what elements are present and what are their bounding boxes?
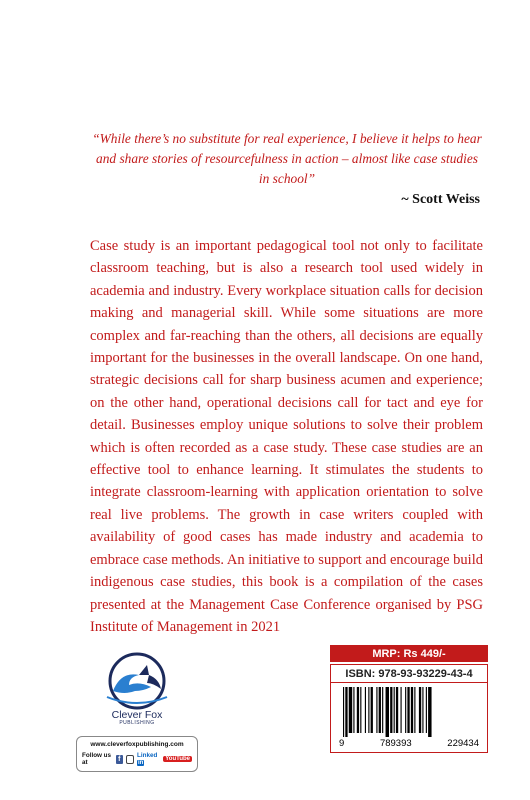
epigraph-quote: “While there’s no substitute for real experience, I believe it helps to hear and share stories of resourcefulness in action – almost like case studies in school” bbox=[92, 131, 482, 186]
price-isbn-block bbox=[330, 645, 488, 753]
barcode-digits bbox=[337, 738, 481, 749]
youtube-icon: YouTube bbox=[165, 756, 190, 762]
instagram-icon bbox=[126, 755, 134, 764]
publisher-subname: PUBLISHING bbox=[119, 720, 155, 726]
mrp-price: MRP: Rs 449/- bbox=[330, 645, 488, 662]
linkedin-icon bbox=[137, 752, 160, 766]
isbn-box bbox=[330, 664, 488, 753]
facebook-icon: f bbox=[116, 755, 124, 764]
social-row bbox=[82, 752, 192, 766]
epigraph-author: ~ Scott Weiss bbox=[401, 192, 480, 207]
linkedin-in-label: in bbox=[138, 760, 144, 766]
publisher-website: www.cleverfoxpublishing.com bbox=[90, 741, 184, 748]
follow-label: Follow us at bbox=[82, 752, 112, 766]
barcode-digit-left: 789393 bbox=[379, 738, 412, 749]
barcode-icon bbox=[337, 687, 481, 737]
publisher-block bbox=[76, 651, 198, 772]
barcode-wrap bbox=[331, 683, 487, 752]
isbn-number: ISBN: 978-93-93229-43-4 bbox=[331, 665, 487, 683]
barcode-digit-lead: 9 bbox=[339, 738, 345, 749]
linkedin-label: Linked bbox=[137, 752, 158, 759]
clever-fox-logo-icon bbox=[99, 651, 175, 711]
barcode-digit-right: 229434 bbox=[447, 738, 479, 749]
publisher-contact-box bbox=[76, 736, 198, 772]
epigraph bbox=[92, 129, 482, 208]
book-description: Case study is an important pedagogical tool not only to facilitate classroom teaching, but is also a research tool used widely in academia and industry. Every workplace situation calls for decision making and managerial skill. While some situations are more complex and far-reaching than the others, all decisions are equally important for the businesses in the overall landscape. On one hand, strategic decisions call for sharp business acumen and experience; on the other hand, operational decisions call for tact and eye for detail. Businesses employ unique solutions to solve their problem which is often recorded as a case study. These case studies are an effective tool to enhance learning. It stimulates the students to integrate classroom-learning with application orientation to solve real live problems. The growth in case writers coupled with availability of good cases has made industry and academia to embrace case methods. An initiative to support and encourage build indigenous case studies, this book is a compilation of the cases presented at the Management Case Conference organised by PSG Institute of Management in 2021 bbox=[90, 238, 483, 635]
publisher-name: Clever Fox bbox=[111, 709, 163, 721]
